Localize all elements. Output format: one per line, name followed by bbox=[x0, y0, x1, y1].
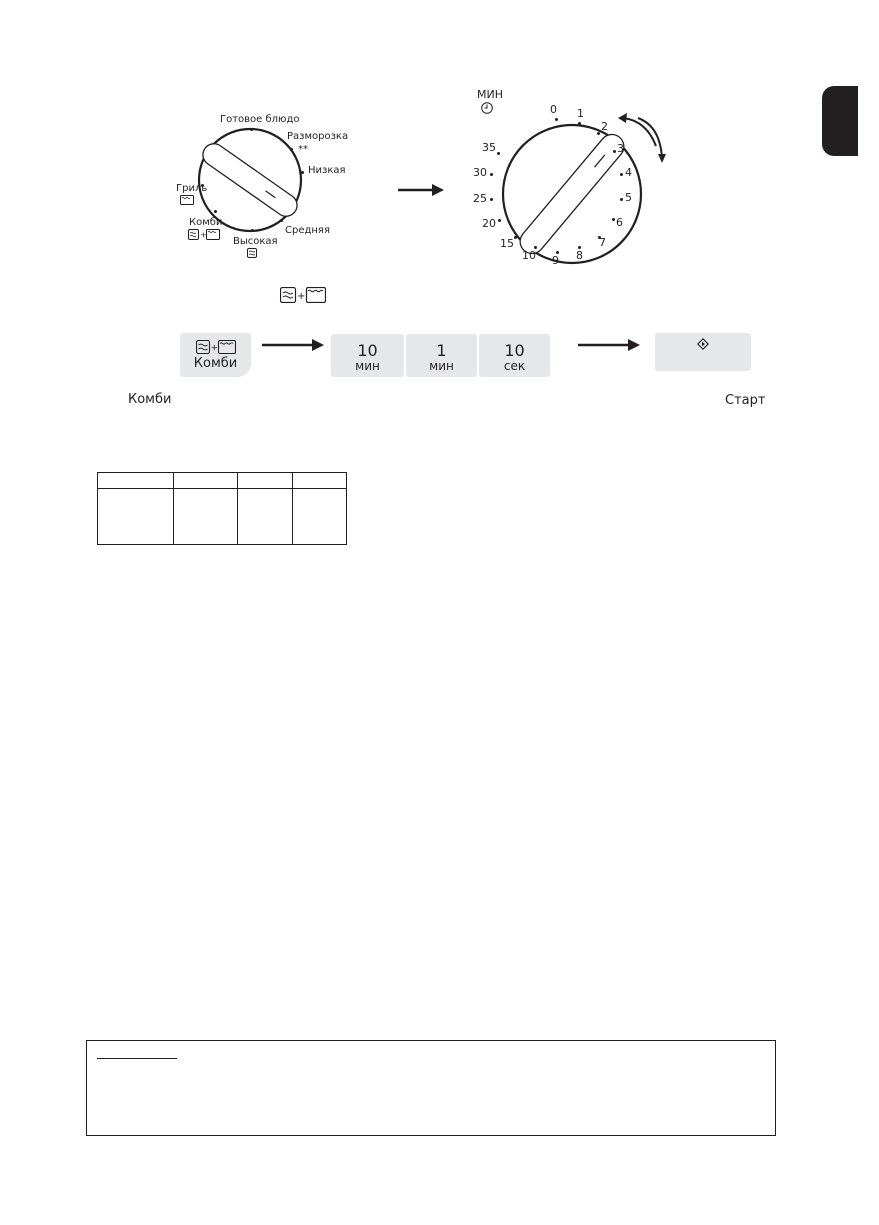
cooking-table bbox=[97, 472, 347, 545]
label-ready-meal: Готовое блюдо bbox=[220, 114, 300, 125]
start-caption: Старт bbox=[725, 393, 766, 408]
start-button[interactable] bbox=[655, 333, 751, 371]
combi-button-label: Комби bbox=[193, 356, 238, 371]
timer-tick-0: 0 bbox=[550, 103, 557, 116]
label-grill: Гриль bbox=[176, 183, 208, 194]
combi-mode-icon bbox=[280, 287, 326, 303]
clock-icon bbox=[481, 102, 493, 114]
arrow-right-icon bbox=[578, 339, 640, 351]
timer-tick-10: 10 bbox=[522, 249, 536, 262]
timer-tick-25: 25 bbox=[473, 192, 487, 205]
timer-tick-8: 8 bbox=[576, 249, 583, 262]
ten-sec-unit: сек bbox=[503, 359, 526, 373]
ten-sec-value: 10 bbox=[504, 341, 525, 360]
arrow-right-icon bbox=[262, 339, 324, 351]
timer-tick-30: 30 bbox=[473, 166, 487, 179]
rotate-arrows-icon bbox=[616, 112, 670, 164]
start-icon bbox=[697, 338, 709, 350]
timer-tick-7: 7 bbox=[599, 236, 606, 249]
ten-min-unit: мин bbox=[355, 359, 380, 373]
note-box bbox=[86, 1040, 776, 1136]
ten-min-button[interactable] bbox=[331, 334, 404, 377]
ten-sec-button[interactable] bbox=[479, 334, 550, 377]
label-defrost: Разморозка bbox=[287, 131, 349, 142]
timer-tick-6: 6 bbox=[616, 216, 623, 229]
combi-button[interactable] bbox=[180, 333, 251, 377]
combi-button-icon bbox=[196, 340, 236, 354]
timer-tick-35: 35 bbox=[482, 141, 496, 154]
svg-text:+: + bbox=[297, 291, 306, 302]
label-combi-dial: Комби bbox=[189, 217, 223, 228]
one-min-unit: мин bbox=[429, 359, 454, 373]
one-min-value: 1 bbox=[436, 341, 447, 360]
combi-caption: Комби bbox=[128, 392, 172, 407]
timer-tick-15: 15 bbox=[500, 237, 514, 250]
label-medium: Средняя bbox=[285, 225, 330, 236]
grill-icon bbox=[180, 195, 194, 205]
arrow-right-icon bbox=[398, 183, 444, 197]
timer-unit-label: МИН bbox=[477, 88, 503, 101]
combi-icon-small bbox=[188, 229, 220, 240]
label-high: Высокая bbox=[233, 236, 278, 247]
timer-tick-1: 1 bbox=[577, 107, 584, 120]
microwave-icon bbox=[247, 248, 257, 258]
timer-tick-9: 9 bbox=[552, 254, 559, 267]
one-min-button[interactable] bbox=[406, 334, 477, 377]
note-heading-underline bbox=[97, 1058, 177, 1059]
timer-tick-20: 20 bbox=[482, 217, 496, 230]
svg-text:+: + bbox=[200, 230, 207, 240]
svg-text:+: + bbox=[210, 343, 218, 354]
timer-tick-4: 4 bbox=[625, 166, 632, 179]
ten-min-value: 10 bbox=[357, 341, 378, 360]
side-language-tab bbox=[822, 86, 858, 156]
timer-tick-5: 5 bbox=[625, 191, 632, 204]
timer-tick-3: 3 bbox=[617, 142, 624, 155]
timer-tick-2: 2 bbox=[601, 120, 608, 133]
label-low: Низкая bbox=[308, 165, 346, 176]
defrost-icon: ⁎⁎ bbox=[298, 141, 308, 152]
